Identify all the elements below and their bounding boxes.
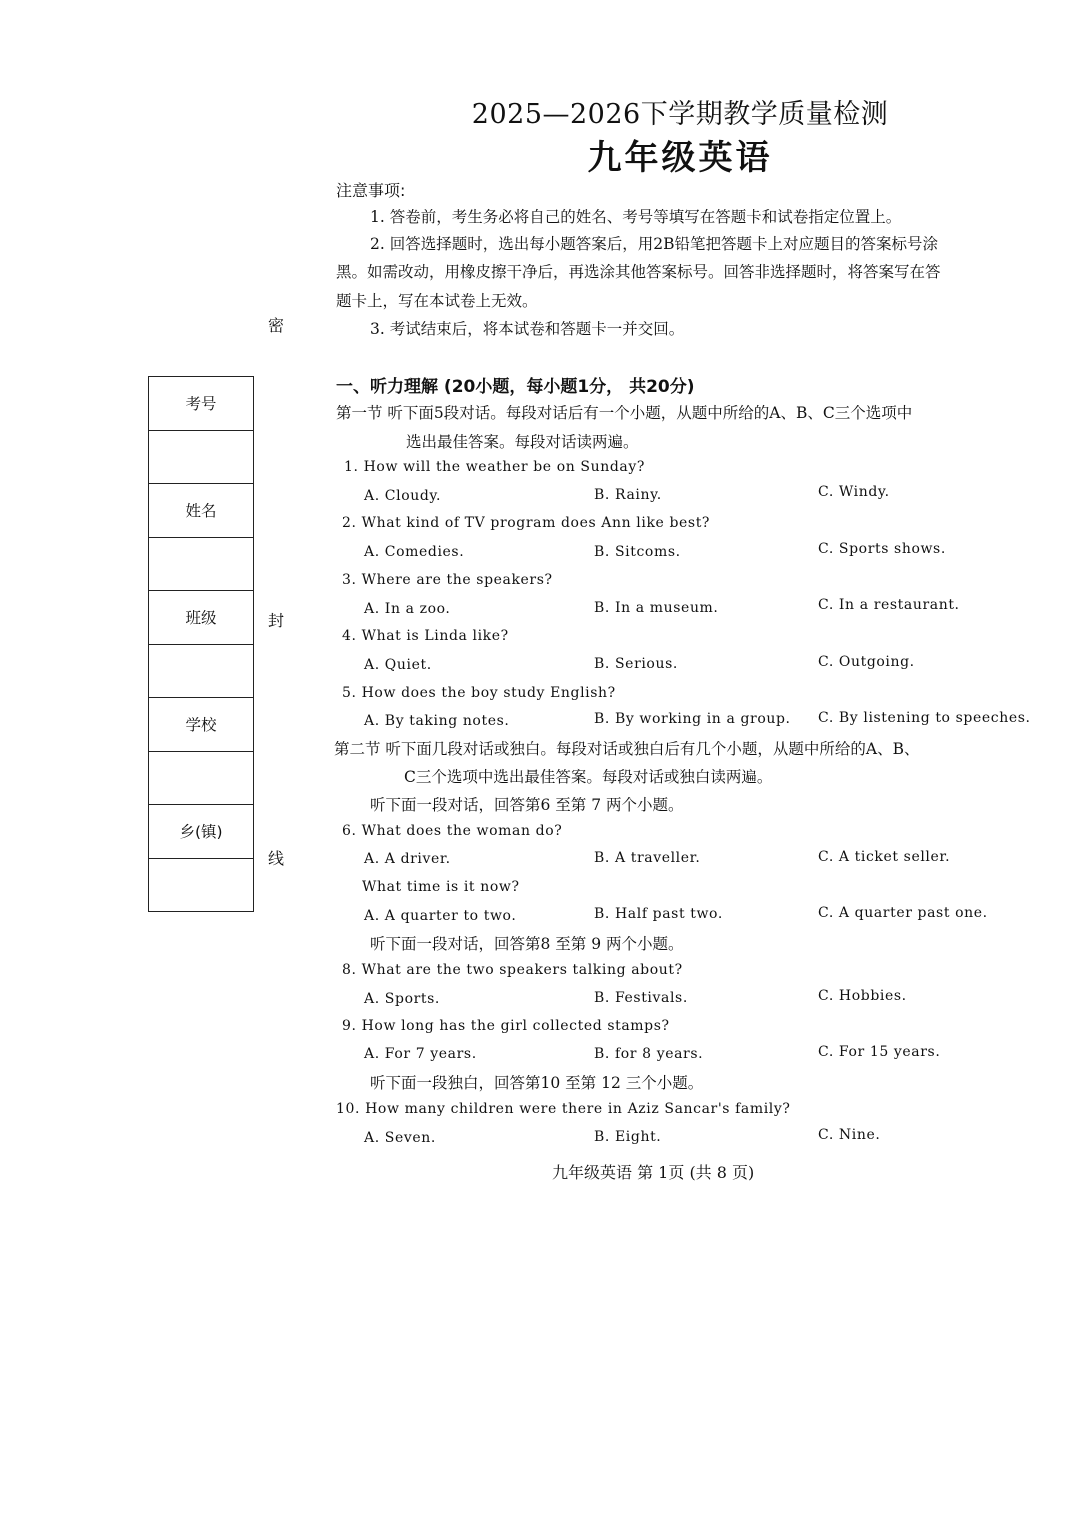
notice-item-2-line-2: 黑。如需改动，用橡皮擦干净后，再选涂其他答案标号。回答非选择题时，将答案写在答 [336,263,941,281]
seal-mark-feng: 封 [268,611,285,630]
q9-option-a: A. For 7 years. [364,1046,477,1062]
section-1-heading: 一、听力理解 (20小题，每小题1分， 共20分) [336,377,695,397]
seal-mark-xian: 线 [268,849,285,868]
q3-option-a: A. In a zoo. [364,601,451,617]
part-1-instruction-line-2: 选出最佳答案。每段对话读两遍。 [406,433,639,451]
class-label: 班级 [149,591,254,645]
class-field[interactable] [149,644,254,698]
q5-option-a: A. By taking notes. [364,713,510,729]
school-field[interactable] [149,751,254,805]
school-label: 学校 [149,698,254,752]
intro-questions-6-7: 听下面一段对话，回答第6 至第 7 两个小题。 [370,796,684,814]
notice-item-2-line-1: 2. 回答选择题时，选出每小题答案后，用2B铅笔把答题卡上对应题目的答案标号涂 [370,235,938,253]
q8-option-c: C. Hobbies. [818,988,907,1004]
q7-option-b: B. Half past two. [594,906,723,922]
question-4: 4. What is Linda like? [342,628,509,644]
q1-option-a: A. Cloudy. [364,488,442,504]
subject-title: 九年级英语 [587,138,773,178]
q8-option-a: A. Sports. [364,991,440,1007]
q4-option-c: C. Outgoing. [818,654,915,670]
q3-option-b: B. In a museum. [594,600,719,616]
q7-option-c: C. A quarter past one. [818,905,988,921]
question-5: 5. How does the boy study English? [342,685,616,701]
exam-term-title: 2025—2026下学期教学质量检测 [471,99,889,130]
question-8: 8. What are the two speakers talking about? [342,962,683,978]
question-10: 10. How many children were there in Aziz Sancar's family? [336,1101,791,1117]
notice-item-2-line-3: 题卡上，写在本试卷上无效。 [336,292,538,310]
q1-option-c: C. Windy. [818,484,890,500]
q10-option-a: A. Seven. [364,1130,436,1146]
q9-option-c: C. For 15 years. [818,1044,941,1060]
page-footer: 九年级英语 第 1页 (共 8 页) [552,1163,755,1182]
q8-option-b: B. Festivals. [594,990,688,1006]
question-1: 1. How will the weather be on Sunday? [344,459,645,475]
q2-option-a: A. Comedies. [364,544,465,560]
q9-option-b: B. for 8 years. [594,1046,704,1062]
q6-option-c: C. A ticket seller. [818,849,951,865]
exam-number-field[interactable] [149,430,254,484]
student-info-table [148,376,254,912]
seal-mark-mi: 密 [268,316,285,335]
notice-item-3: 3. 考试结束后，将本试卷和答题卡一并交回。 [370,320,685,338]
part-2-instruction-line-2: C三个选项中选出最佳答案。每段对话或独白读两遍。 [404,768,773,786]
q1-option-b: B. Rainy. [594,487,662,503]
intro-questions-8-9: 听下面一段对话，回答第8 至第 9 两个小题。 [370,935,684,953]
intro-questions-10-12: 听下面一段独白，回答第10 至第 12 三个小题。 [370,1074,704,1092]
notice-item-1: 1. 答卷前，考生务必将自己的姓名、考号等填写在答题卡和试卷指定位置上。 [370,208,902,226]
question-7: What time is it now? [362,879,520,895]
q10-option-c: C. Nine. [818,1127,881,1143]
notice-heading: 注意事项: [336,181,406,200]
question-2: 2. What kind of TV program does Ann like best? [342,515,711,531]
q7-option-a: A. A quarter to two. [364,908,517,924]
question-6: 6. What does the woman do? [342,823,563,839]
q5-option-c: C. By listening to speeches. [818,710,1031,726]
part-1-instruction-line-1: 第一节 听下面5段对话。每段对话后有一个小题，从题中所给的A、B、C三个选项中 [336,404,913,422]
town-field[interactable] [149,858,254,912]
exam-number-label: 考号 [149,377,254,431]
question-3: 3. Where are the speakers? [342,572,553,588]
q10-option-b: B. Eight. [594,1129,662,1145]
name-field[interactable] [149,537,254,591]
q3-option-c: C. In a restaurant. [818,597,960,613]
part-2-instruction-line-1: 第二节 听下面几段对话或独白。每段对话或独白后有几个小题，从题中所给的A、B、 [334,740,920,758]
town-label: 乡(镇) [149,805,254,859]
q2-option-c: C. Sports shows. [818,541,946,557]
q6-option-a: A. A driver. [364,851,451,867]
name-label: 姓名 [149,484,254,538]
q2-option-b: B. Sitcoms. [594,544,681,560]
q5-option-b: B. By working in a group. [594,711,791,727]
q6-option-b: B. A traveller. [594,850,701,866]
q4-option-b: B. Serious. [594,656,678,672]
question-9: 9. How long has the girl collected stamps? [342,1018,670,1034]
q4-option-a: A. Quiet. [364,657,432,673]
